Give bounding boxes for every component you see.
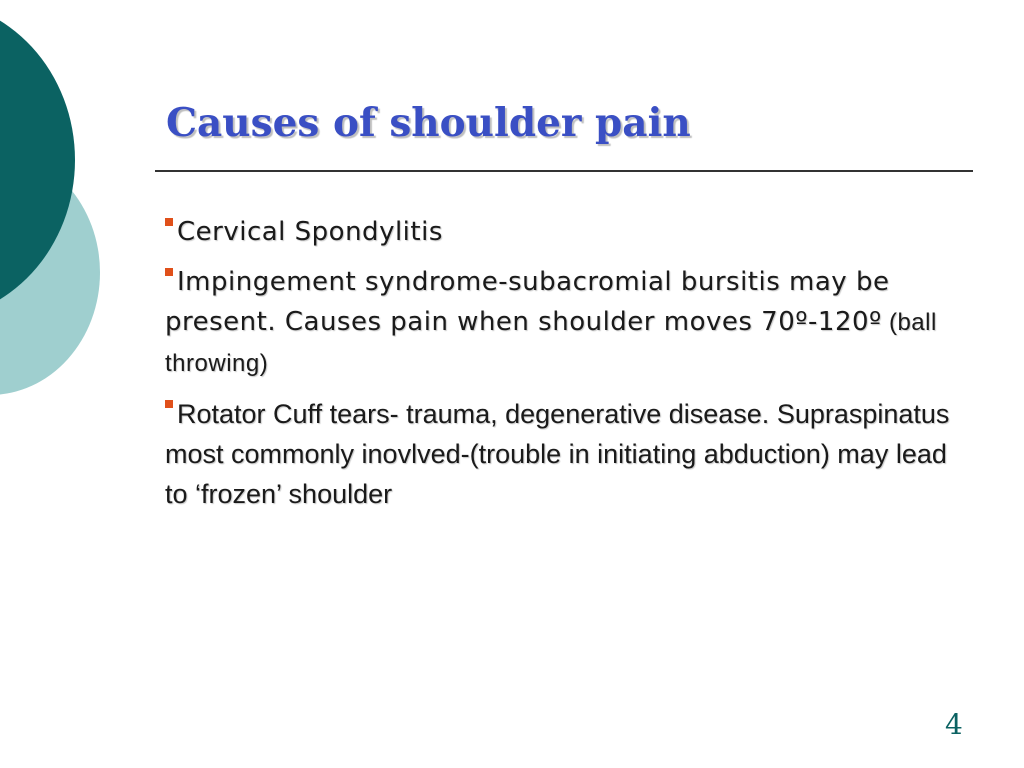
bullet-list: [165, 212, 965, 524]
page-number: 4: [945, 708, 963, 741]
bullet-text: Rotator Cuff tears- trauma, degenerative disease. Supraspinatus most commonly inovlved-(trouble in initiating abduction) may lead to ‘frozen’ shoulder: [165, 399, 950, 509]
bullet-cervical-spondylitis: [165, 212, 965, 252]
bullet-rotator-cuff-tears: [165, 394, 965, 514]
bullet-impingement-syndrome: [165, 262, 965, 384]
slide-title: Causes of shoulder pain: [166, 100, 691, 146]
title-underline: [155, 170, 973, 172]
bullet-text: Impingement syndrome-subacromial bursitis may be present. Causes pain when shoulder moves 70º-120º: [165, 267, 890, 337]
square-bullet-icon: [165, 218, 173, 226]
square-bullet-icon: [165, 268, 173, 276]
bullet-text-note: (ball throwing): [165, 309, 937, 377]
square-bullet-icon: [165, 400, 173, 408]
bullet-text: Cervical Spondylitis: [177, 217, 443, 247]
